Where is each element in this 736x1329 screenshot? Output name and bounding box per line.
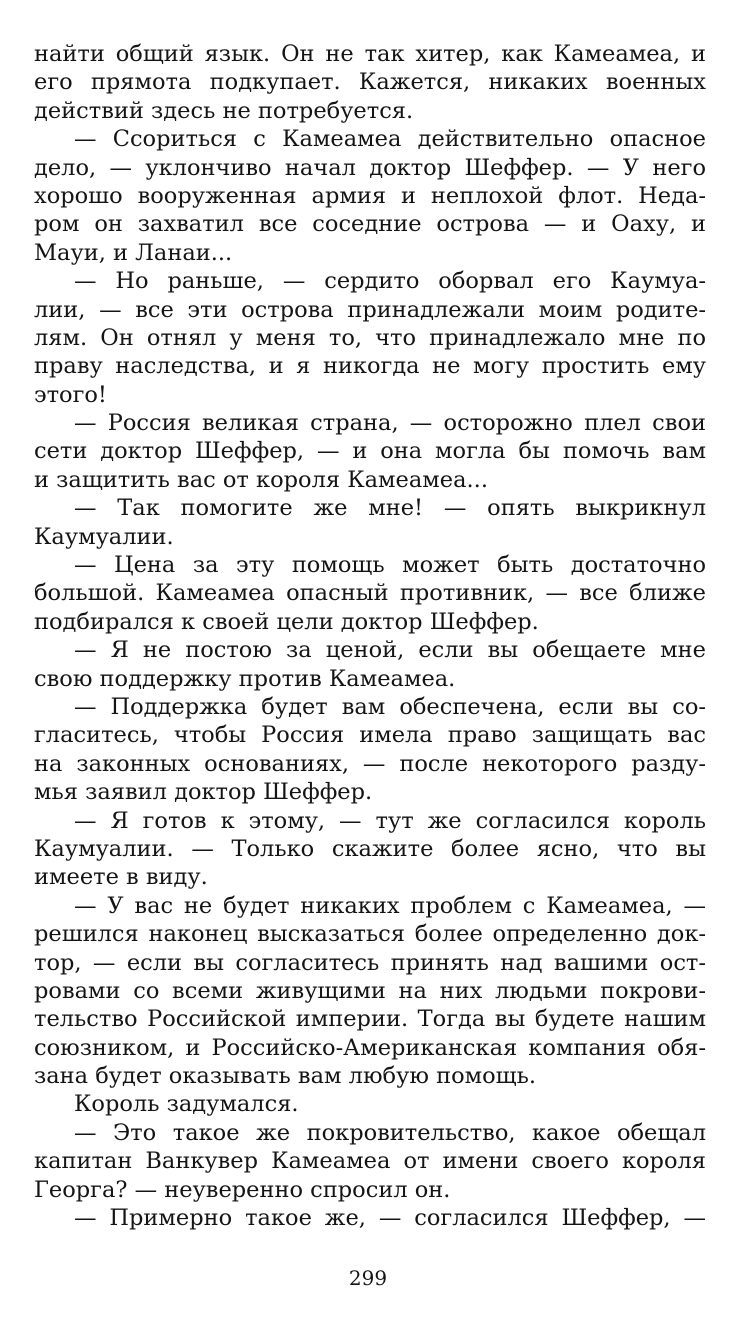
text-line: — Цена за эту помощь может быть достаточно — [74, 552, 706, 579]
paragraph-10 — [34, 892, 706, 1091]
paragraph-1 — [34, 40, 706, 125]
text-line: хорошо вооруженная армия и неплохой флот. Неда- — [34, 182, 706, 209]
text-line: Король задумался. — [74, 1091, 299, 1118]
paragraph-13 — [34, 1204, 706, 1232]
paragraph-11 — [34, 1090, 706, 1118]
page-number: 299 — [348, 1266, 388, 1290]
text-line: — Это такое же покровительство, какое обещал — [74, 1119, 706, 1146]
text-line: Каумуалии. — [34, 523, 174, 550]
text-line: подбирался к своей цели доктор Шеффер. — [34, 608, 539, 635]
text-line: сети доктор Шеффер, — и она могла бы помочь вам — [34, 438, 706, 465]
text-line: лии, — все эти острова принадлежали моим родите- — [34, 296, 706, 323]
text-line: лям. Он отнял у меня то, что принадлежало мне по — [34, 324, 706, 351]
paragraph-9 — [34, 807, 706, 892]
text-line: на законных основаниях, — после некоторого разду- — [34, 750, 706, 777]
text-line: имеете в виду. — [34, 864, 208, 891]
paragraph-5 — [34, 494, 706, 551]
text-line: тор, — если вы согласитесь принять над вашими ост- — [34, 949, 706, 976]
text-line: — Ссориться с Камеамеа действительно опасное — [74, 126, 706, 153]
text-line: Каумуалии. — Только скажите более ясно, что вы — [34, 835, 706, 862]
paragraph-2 — [34, 125, 706, 267]
text-line: мья заявил доктор Шеффер. — [34, 779, 373, 806]
text-line: зана будет оказывать вам любую помощь. — [34, 1063, 536, 1090]
paragraph-8 — [34, 693, 706, 807]
book-page — [34, 40, 706, 1232]
text-line: — Поддержка будет вам обеспечена, если вы со- — [74, 693, 706, 720]
text-line: тельство Российской империи. Тогда вы будете нашим — [34, 1006, 706, 1033]
text-line: — У вас не будет никаких проблем с Камеамеа, — — [74, 892, 706, 919]
paragraph-3 — [34, 267, 706, 409]
paragraph-12 — [34, 1119, 706, 1204]
text-line: решился наконец высказаться более определенно док- — [34, 921, 706, 948]
text-line: — Так помогите же мне! — опять выкрикнул — [74, 495, 706, 522]
text-line: — Я не постою за ценой, если вы обещаете мне — [74, 637, 706, 664]
text-line: капитан Ванкувер Камеамеа от имени своего короля — [34, 1148, 706, 1175]
text-line: праву наследства, и я никогда не могу простить ему — [34, 353, 706, 380]
text-line: и защитить вас от короля Камеамеа... — [34, 466, 488, 493]
text-line: ром он захватил все соседние острова — и Оаху, и — [34, 211, 706, 238]
text-line: его прямота подкупает. Кажется, никаких военных — [34, 69, 706, 96]
text-line: Георга? — неуверенно спросил он. — [34, 1176, 451, 1203]
text-line: дело, — уклончиво начал доктор Шеффер. — У него — [34, 154, 706, 181]
text-line: действий здесь не потребуется. — [34, 97, 414, 124]
text-line: союзником, и Российско-Американская компания обя- — [34, 1034, 706, 1061]
text-line: — Примерно такое же, — согласился Шеффер, — — [74, 1205, 706, 1232]
text-line: Мауи, и Ланаи... — [34, 239, 233, 266]
text-line: гласитесь, чтобы Россия имела право защищать вас — [34, 722, 706, 749]
paragraph-7 — [34, 636, 706, 693]
text-line: большой. Камеамеа опасный противник, — все ближе — [34, 580, 706, 607]
text-line: — Я готов к этому, — тут же согласился король — [74, 807, 706, 834]
text-line: свою поддержку против Камеамеа. — [34, 665, 456, 692]
paragraph-6 — [34, 551, 706, 636]
text-line: — Но раньше, — сердито оборвал его Каумуа- — [74, 268, 706, 295]
text-line: найти общий язык. Он не так хитер, как Камеамеа, и — [34, 41, 706, 67]
text-line: этого! — [34, 381, 107, 408]
text-line: ровами со всеми живущими на них людьми покрови- — [34, 977, 706, 1004]
text-line: — Россия великая страна, — осторожно плел свои — [74, 410, 706, 437]
paragraph-4 — [34, 409, 706, 494]
